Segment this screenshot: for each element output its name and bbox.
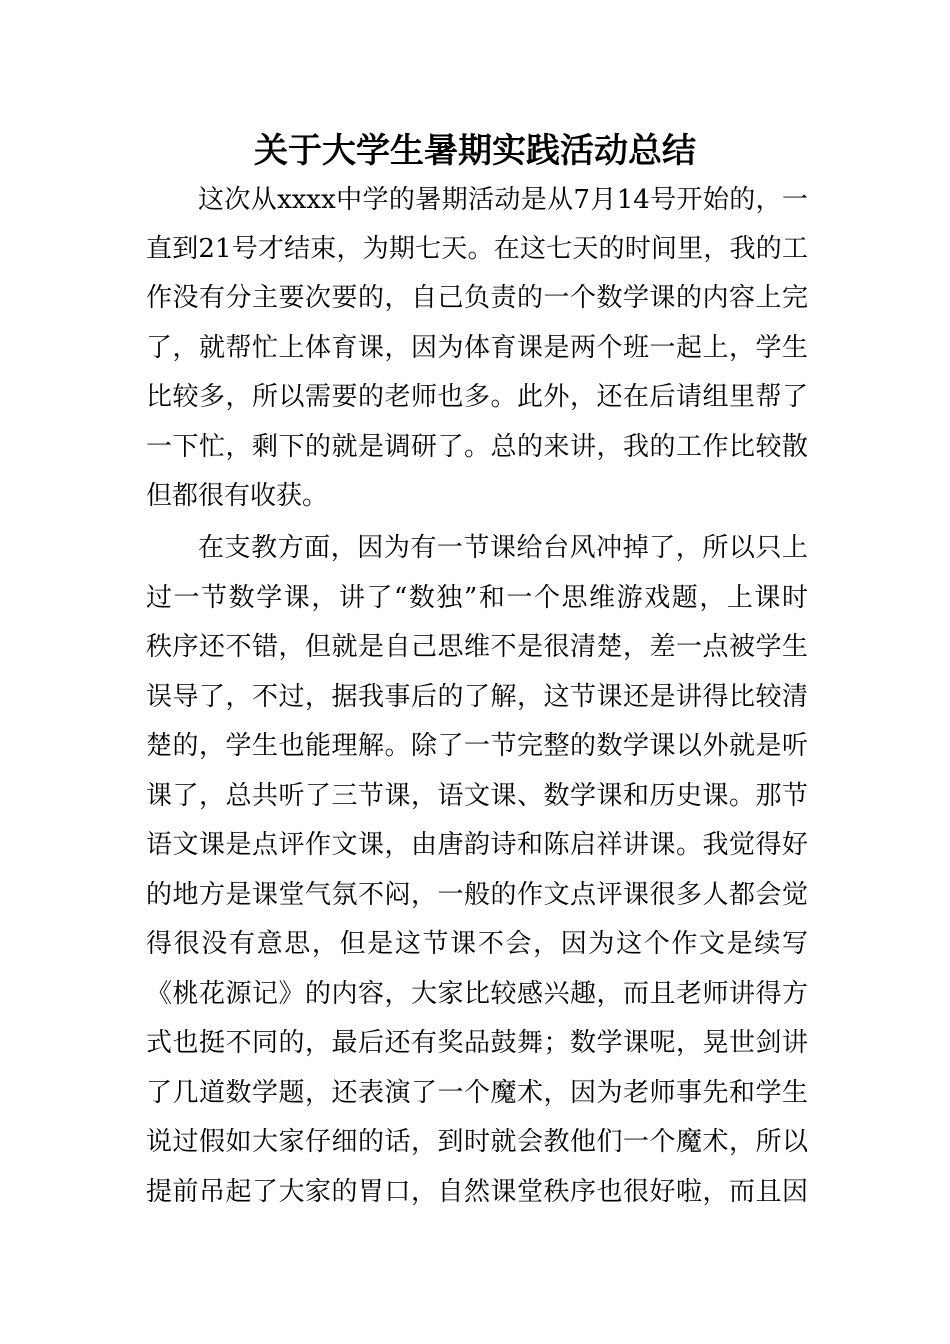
paragraph-1-line-7: 但都很有收获。 [146,481,329,511]
paragraph-2-line-14: 提前吊起了大家的胃口，自然课堂秩序也很好啦，而且因 [146,1177,808,1207]
paragraph-2-line-1: 在支教方面，因为有一节课给台风冲掉了，所以只上 [198,533,808,563]
paragraph-2-line-9: 得很没有意思，但是这节课不会，因为这个作文是续写 [146,929,808,959]
paragraph-2-line-10: 《桃花源记》的内容，大家比较感兴趣，而且老师讲得方 [146,979,808,1009]
paragraph-2-line-2: 过一节数学课，讲了“数独”和一个思维游戏题，上课时 [146,583,808,613]
paragraph-1-line-4: 了，就帮忙上体育课，因为体育课是两个班一起上，学生 [146,333,808,363]
paragraph-1-line-1: 这次从xxxx中学的暑期活动是从7月14号开始的，一 [198,185,808,215]
paragraph-1-line-3: 作没有分主要次要的，自己负责的一个数学课的内容上完 [146,283,808,313]
paragraph-1-line-2: 直到21号才结束，为期七天。在这七天的时间里，我的工 [146,234,808,264]
document-title: 关于大学生暑期实践活动总结 [254,131,696,171]
paragraph-2-line-4: 误导了，不过，据我事后的了解，这节课还是讲得比较清 [146,682,808,712]
paragraph-2-line-7: 语文课是点评作文课，由唐韵诗和陈启祥讲课。我觉得好 [146,830,808,860]
paragraph-2-line-8: 的地方是课堂气氛不闷，一般的作文点评课很多人都会觉 [146,880,808,910]
paragraph-2-line-13: 说过假如大家仔细的话，到时就会教他们一个魔术，所以 [146,1127,808,1157]
paragraph-2-line-11: 式也挺不同的，最后还有奖品鼓舞；数学课呢，晃世剑讲 [146,1028,808,1058]
paragraph-2-line-12: 了几道数学题，还表演了一个魔术，因为老师事先和学生 [146,1078,808,1108]
paragraph-1-line-6: 一下忙，剩下的就是调研了。总的来讲，我的工作比较散 [146,432,808,462]
paragraph-2-line-6: 课了，总共听了三节课，语文课、数学课和历史课。那节 [146,781,808,811]
paragraph-1-line-5: 比较多，所以需要的老师也多。此外，还在后请组里帮了 [146,382,808,412]
paragraph-2-line-5: 楚的，学生也能理解。除了一节完整的数学课以外就是听 [146,731,808,761]
paragraph-2-line-3: 秩序还不错，但就是自己思维不是很清楚，差一点被学生 [146,632,808,662]
